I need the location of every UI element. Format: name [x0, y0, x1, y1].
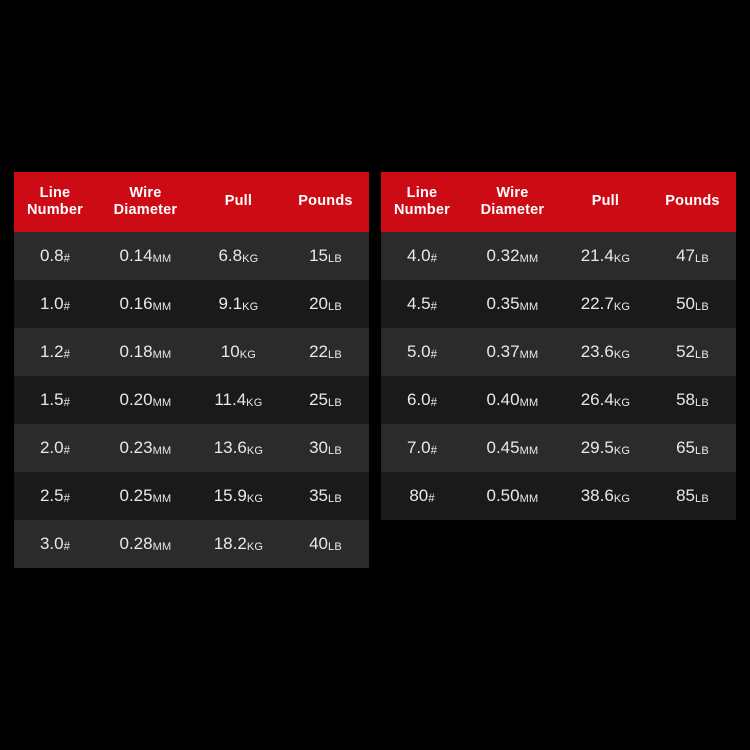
value-pounds: 25	[309, 390, 328, 409]
filler-cell	[463, 520, 562, 568]
unit-line-number: #	[63, 253, 70, 265]
value-pull: 10	[220, 342, 240, 361]
header-wire-diameter-l2: Diameter	[113, 201, 178, 218]
header-pull-label: Pull	[591, 193, 620, 210]
cell-diameter	[463, 376, 562, 424]
unit-pounds: LB	[695, 493, 709, 505]
table-row-filler	[381, 520, 736, 568]
value-line-number: 4.5	[406, 294, 431, 313]
unit-pounds: LB	[328, 493, 342, 505]
value-diameter: 0.35	[486, 294, 520, 313]
unit-pounds: LB	[695, 445, 709, 457]
cell-diameter	[463, 424, 562, 472]
value-diameter: 0.18	[119, 342, 153, 361]
value-line-number: 7.0	[406, 438, 431, 457]
cell-diameter	[96, 280, 195, 328]
unit-diameter: MM	[519, 301, 539, 313]
unit-pounds: LB	[328, 397, 342, 409]
table-row	[14, 472, 369, 520]
cell-diameter	[463, 232, 562, 280]
value-pounds: 65	[676, 438, 695, 457]
header-pounds-label: Pounds	[298, 193, 353, 210]
value-diameter: 0.28	[119, 534, 153, 553]
value-diameter: 0.37	[486, 342, 520, 361]
table-row	[381, 376, 736, 424]
cell-pull	[195, 376, 282, 424]
unit-diameter: MM	[519, 445, 539, 457]
cell-pull	[562, 328, 649, 376]
unit-diameter: MM	[152, 397, 172, 409]
cell-pounds	[282, 424, 369, 472]
unit-pounds: LB	[328, 445, 342, 457]
cell-line-number	[381, 232, 463, 280]
value-line-number: 1.5	[39, 390, 64, 409]
cell-pull	[195, 280, 282, 328]
cell-line-number	[381, 328, 463, 376]
value-line-number: 3.0	[39, 534, 64, 553]
cell-pounds	[649, 280, 736, 328]
value-pull: 11.4	[214, 390, 247, 409]
header-pull	[195, 172, 282, 232]
cell-line-number	[14, 472, 96, 520]
unit-pull: KG	[246, 493, 264, 505]
unit-line-number: #	[63, 349, 70, 361]
unit-pull: KG	[613, 493, 631, 505]
unit-line-number: #	[428, 493, 435, 505]
unit-diameter: MM	[152, 349, 172, 361]
header-pull	[562, 172, 649, 232]
value-pounds: 85	[676, 486, 695, 505]
unit-pull: KG	[246, 397, 263, 409]
cell-pull	[195, 328, 282, 376]
unit-line-number: #	[63, 445, 70, 457]
cell-line-number	[14, 424, 96, 472]
unit-diameter: MM	[519, 493, 539, 505]
cell-pull	[562, 376, 649, 424]
cell-pounds	[282, 232, 369, 280]
unit-pull: KG	[246, 541, 264, 553]
header-wire-diameter-l2: Diameter	[480, 201, 545, 218]
value-line-number: 0.8	[39, 246, 64, 265]
header-line-number-l2: Number	[26, 201, 83, 218]
cell-line-number	[381, 376, 463, 424]
filler-cell	[562, 520, 649, 568]
value-diameter: 0.45	[486, 438, 520, 457]
cell-pounds	[649, 424, 736, 472]
unit-diameter: MM	[152, 493, 172, 505]
cell-line-number	[14, 232, 96, 280]
left-spec-table	[14, 172, 369, 568]
cell-diameter	[96, 376, 195, 424]
cell-diameter	[96, 520, 195, 568]
value-line-number: 5.0	[406, 342, 431, 361]
value-line-number: 1.0	[39, 294, 64, 313]
unit-pounds: LB	[695, 253, 709, 265]
unit-diameter: MM	[519, 253, 539, 265]
cell-pull	[195, 424, 282, 472]
value-line-number: 6.0	[406, 390, 431, 409]
header-row	[14, 172, 369, 232]
unit-pull: KG	[613, 397, 631, 409]
value-pull: 6.8	[218, 246, 243, 265]
cell-line-number	[14, 328, 96, 376]
cell-line-number	[14, 280, 96, 328]
header-line-number-l2: Number	[393, 201, 450, 218]
header-row	[381, 172, 736, 232]
unit-diameter: MM	[152, 541, 172, 553]
value-diameter: 0.20	[119, 390, 153, 409]
table-row	[14, 328, 369, 376]
value-pull: 9.1	[218, 294, 243, 313]
value-diameter: 0.14	[119, 246, 153, 265]
cell-pounds	[649, 376, 736, 424]
header-wire-diameter-l1: Wire	[496, 185, 529, 202]
table-row	[14, 520, 369, 568]
header-wire-diameter	[463, 172, 562, 232]
value-pounds: 22	[309, 342, 328, 361]
unit-pull: KG	[246, 445, 264, 457]
cell-diameter	[96, 232, 195, 280]
value-pull: 23.6	[580, 342, 614, 361]
unit-line-number: #	[430, 349, 437, 361]
table-row	[381, 328, 736, 376]
cell-line-number	[381, 472, 463, 520]
unit-pounds: LB	[695, 397, 709, 409]
value-pounds: 20	[309, 294, 328, 313]
unit-pull: KG	[613, 253, 631, 265]
value-pounds: 47	[676, 246, 695, 265]
value-line-number: 2.0	[39, 438, 64, 457]
left-table-body	[14, 232, 369, 568]
unit-diameter: MM	[152, 253, 172, 265]
left-table-header	[14, 172, 369, 232]
unit-pull: KG	[613, 349, 631, 361]
value-pull: 21.4	[580, 246, 614, 265]
unit-diameter: MM	[519, 397, 539, 409]
table-row	[381, 280, 736, 328]
cell-diameter	[96, 472, 195, 520]
value-pounds: 52	[676, 342, 695, 361]
cell-pull	[195, 520, 282, 568]
cell-pounds	[282, 472, 369, 520]
value-diameter: 0.23	[119, 438, 153, 457]
unit-diameter: MM	[152, 445, 172, 457]
unit-diameter: MM	[152, 301, 172, 313]
filler-cell	[381, 520, 463, 568]
value-pull: 38.6	[580, 486, 614, 505]
value-pull: 22.7	[580, 294, 614, 313]
cell-diameter	[96, 328, 195, 376]
cell-pounds	[282, 520, 369, 568]
cell-diameter	[96, 424, 195, 472]
value-diameter: 0.50	[486, 486, 520, 505]
value-diameter: 0.25	[119, 486, 153, 505]
unit-pull: KG	[239, 349, 257, 361]
value-diameter: 0.32	[486, 246, 520, 265]
header-line-number	[381, 172, 463, 232]
cell-pounds	[649, 232, 736, 280]
header-line-number	[14, 172, 96, 232]
table-row	[14, 424, 369, 472]
right-spec-table	[381, 172, 736, 568]
value-line-number: 2.5	[39, 486, 64, 505]
value-pull: 26.4	[580, 390, 614, 409]
value-pull: 29.5	[580, 438, 614, 457]
cell-pull	[562, 472, 649, 520]
filler-cell	[649, 520, 736, 568]
value-line-number: 4.0	[406, 246, 431, 265]
table-row	[381, 472, 736, 520]
value-line-number: 1.2	[39, 342, 64, 361]
value-pounds: 30	[309, 438, 328, 457]
cell-pull	[195, 232, 282, 280]
cell-pounds	[282, 280, 369, 328]
value-pounds: 35	[309, 486, 328, 505]
value-pull: 13.6	[213, 438, 247, 457]
header-wire-diameter	[96, 172, 195, 232]
cell-pounds	[649, 472, 736, 520]
header-pounds-label: Pounds	[665, 193, 720, 210]
unit-pounds: LB	[328, 349, 342, 361]
value-pounds: 50	[676, 294, 695, 313]
unit-pull: KG	[613, 301, 631, 313]
right-table-body	[381, 232, 736, 568]
cell-line-number	[14, 376, 96, 424]
cell-diameter	[463, 328, 562, 376]
value-diameter: 0.16	[119, 294, 153, 313]
unit-pounds: LB	[328, 253, 342, 265]
unit-pull: KG	[242, 253, 259, 265]
right-table-header	[381, 172, 736, 232]
header-line-number-l1: Line	[406, 185, 438, 202]
cell-line-number	[381, 280, 463, 328]
cell-pull	[562, 424, 649, 472]
table-row	[381, 232, 736, 280]
cell-diameter	[463, 472, 562, 520]
value-pounds: 40	[309, 534, 328, 553]
header-pounds	[649, 172, 736, 232]
header-line-number-l1: Line	[39, 185, 71, 202]
cell-pull	[195, 472, 282, 520]
unit-pounds: LB	[328, 541, 342, 553]
cell-pull	[562, 280, 649, 328]
header-pull-label: Pull	[224, 193, 253, 210]
cell-diameter	[463, 280, 562, 328]
cell-line-number	[381, 424, 463, 472]
cell-pounds	[282, 328, 369, 376]
unit-line-number: #	[63, 493, 70, 505]
value-pounds: 58	[676, 390, 695, 409]
value-pull: 15.9	[213, 486, 247, 505]
table-row	[14, 232, 369, 280]
unit-pull: KG	[613, 445, 631, 457]
cell-pounds	[649, 328, 736, 376]
unit-pull: KG	[242, 301, 259, 313]
cell-pull	[562, 232, 649, 280]
table-row	[14, 376, 369, 424]
value-diameter: 0.40	[486, 390, 520, 409]
unit-line-number: #	[63, 301, 70, 313]
header-pounds	[282, 172, 369, 232]
table-row	[381, 424, 736, 472]
unit-pounds: LB	[695, 301, 709, 313]
table-row	[14, 280, 369, 328]
cell-pounds	[282, 376, 369, 424]
unit-line-number: #	[430, 301, 437, 313]
unit-line-number: #	[430, 253, 437, 265]
value-line-number: 80	[409, 486, 429, 505]
unit-line-number: #	[63, 397, 70, 409]
unit-line-number: #	[430, 397, 437, 409]
unit-line-number: #	[63, 541, 70, 553]
unit-pounds: LB	[695, 349, 709, 361]
value-pull: 18.2	[213, 534, 247, 553]
spec-tables-container	[14, 172, 736, 568]
cell-line-number	[14, 520, 96, 568]
unit-pounds: LB	[328, 301, 342, 313]
unit-diameter: MM	[519, 349, 539, 361]
unit-line-number: #	[430, 445, 437, 457]
value-pounds: 15	[309, 246, 328, 265]
header-wire-diameter-l1: Wire	[129, 185, 162, 202]
